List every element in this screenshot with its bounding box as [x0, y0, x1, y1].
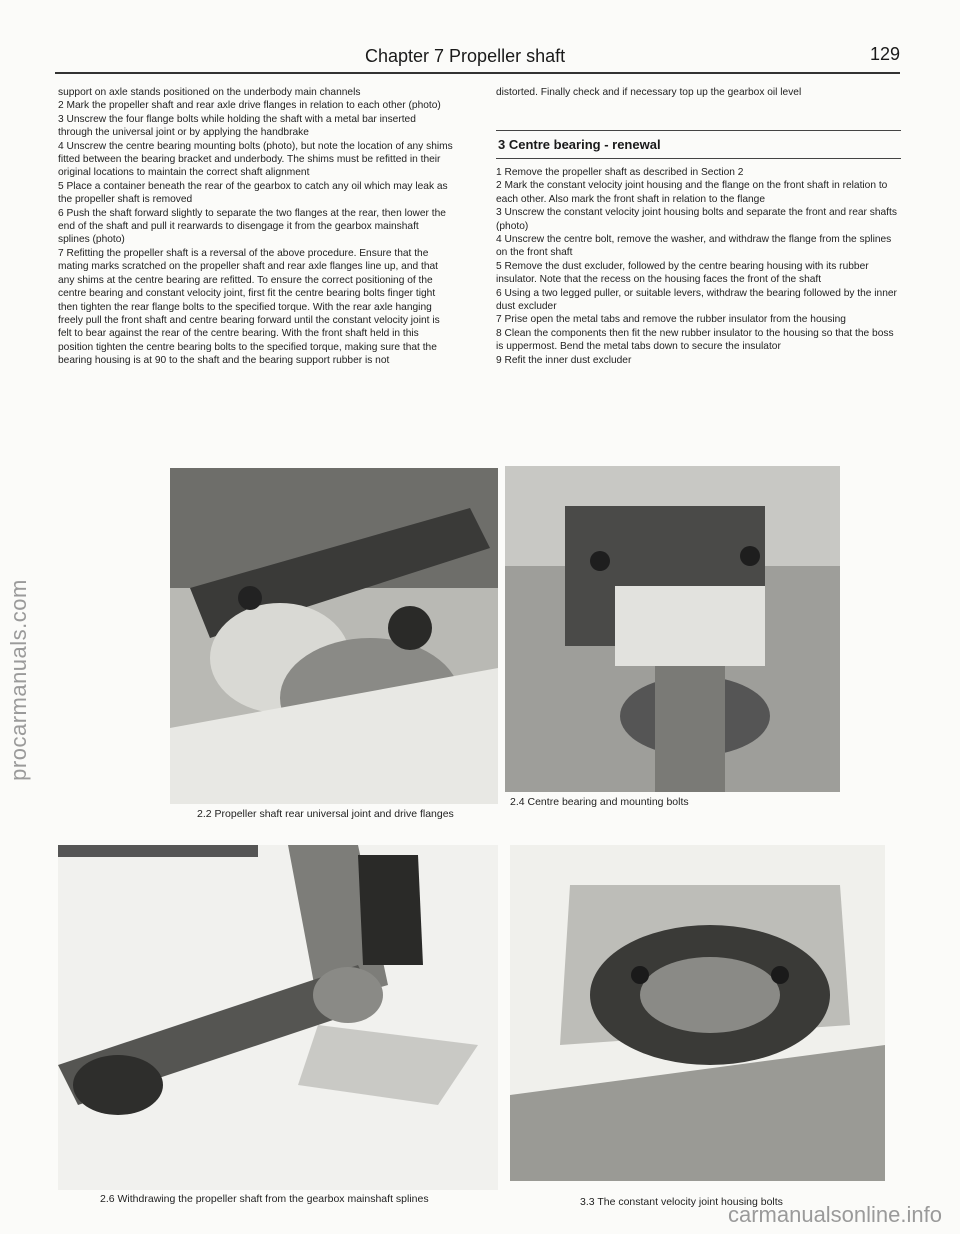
paragraph: 9 Refit the inner dust excluder	[496, 354, 632, 366]
photo-centre-bearing	[505, 466, 840, 792]
bottom-watermark: carmanualsonline.info	[727, 1202, 942, 1227]
paragraph: 1 Remove the propeller shaft as described in Section 2	[496, 167, 744, 178]
photo-universal-joint	[170, 468, 498, 804]
side-watermark	[2, 400, 36, 960]
paragraph: 5 Remove the dust excluder, followed by the centre bearing housing with its rubber insulator. Note that the recess on the housing faces the front of the shaft	[496, 260, 869, 286]
paragraph: 4 Unscrew the centre bearing mounting bolts (photo), but note the location of any shims fitted between the bearing bracket and underbody. The shims must be refitted in their original locations to maintain the correct shaft alignment	[58, 140, 453, 179]
caption-2-2: 2.2 Propeller shaft rear universal joint and drive flanges	[197, 808, 454, 820]
paragraph: 6 Using a two legged puller, or suitable levers, withdraw the bearing followed by the inner dust excluder	[496, 287, 897, 313]
paragraph: 3 Unscrew the four flange bolts while holding the shaft with a metal bar inserted through the universal joint or by applying the handbrake	[58, 113, 416, 139]
page-header	[55, 40, 900, 74]
left-text-column	[58, 86, 453, 368]
photo-cv-joint-bolts	[510, 845, 885, 1181]
right-text-column	[496, 166, 901, 367]
paragraph: support on axle stands positioned on the underbody main channels	[58, 87, 361, 98]
section-heading: 3 Centre bearing - renewal	[496, 130, 901, 159]
paragraph: 7 Refitting the propeller shaft is a reversal of the above procedure. Ensure that the mating marks scratched on the propeller shaft and rear axle flanges line up, and that any shims at the centre bearing are refitted. To ensure the correct positioning of the centre bearing and constant velocity joint, first fit the centre bearing bolts finger tight then tighten the rear flange bolts to the specified torque. With the rear axle hanging freely pull the front shaft and centre bearing forward until the constant velocity joint is felt to bear against the rear of the centre bearing. With the front shaft held in this position tighten the centre bearing bolts to the specified torque, making sure that the bearing housing is at 90 to the shaft and the bearing support rubber is not	[58, 247, 440, 367]
paragraph: 8 Clean the components then fit the new rubber insulator to the housing so that the boss is uppermost. Bend the metal tabs down to secure the insulator	[496, 327, 894, 353]
photo-withdrawing-shaft	[58, 845, 498, 1190]
caption-3-3: 3.3 The constant velocity joint housing bolts	[580, 1196, 783, 1208]
right-column-intro: distorted. Finally check and if necessary top up the gearbox oil level	[496, 87, 802, 98]
paragraph: 5 Place a container beneath the rear of the gearbox to catch any oil which may leak as the propeller shaft is removed	[58, 180, 448, 206]
page-number: 129	[869, 44, 900, 64]
paragraph: 3 Unscrew the constant velocity joint housing bolts and separate the front and rear shafts (photo)	[496, 207, 897, 232]
paragraph: 2 Mark the constant velocity joint housing and the flange on the front shaft in relation to each other. Also mark the front shaft in relation to the flange	[496, 180, 888, 205]
chapter-title: Chapter 7 Propeller shaft	[365, 46, 566, 66]
caption-2-6: 2.6 Withdrawing the propeller shaft from the gearbox mainshaft splines	[100, 1193, 429, 1205]
paragraph: 2 Mark the propeller shaft and rear axle drive flanges in relation to each other (photo)	[58, 100, 441, 112]
side-watermark-text: procarmanuals.com	[6, 579, 31, 781]
paragraph: 7 Prise open the metal tabs and remove the rubber insulator from the housing	[496, 314, 846, 326]
paragraph: 4 Unscrew the centre bolt, remove the washer, and withdraw the flange from the splines on the front shaft	[496, 234, 892, 259]
paragraph: 6 Push the shaft forward slightly to separate the two flanges at the rear, then lower the end of the shaft and pull it rearwards to disengage it from the gearbox mainshaft splines (photo)	[58, 207, 446, 246]
caption-2-4: 2.4 Centre bearing and mounting bolts	[510, 796, 689, 808]
